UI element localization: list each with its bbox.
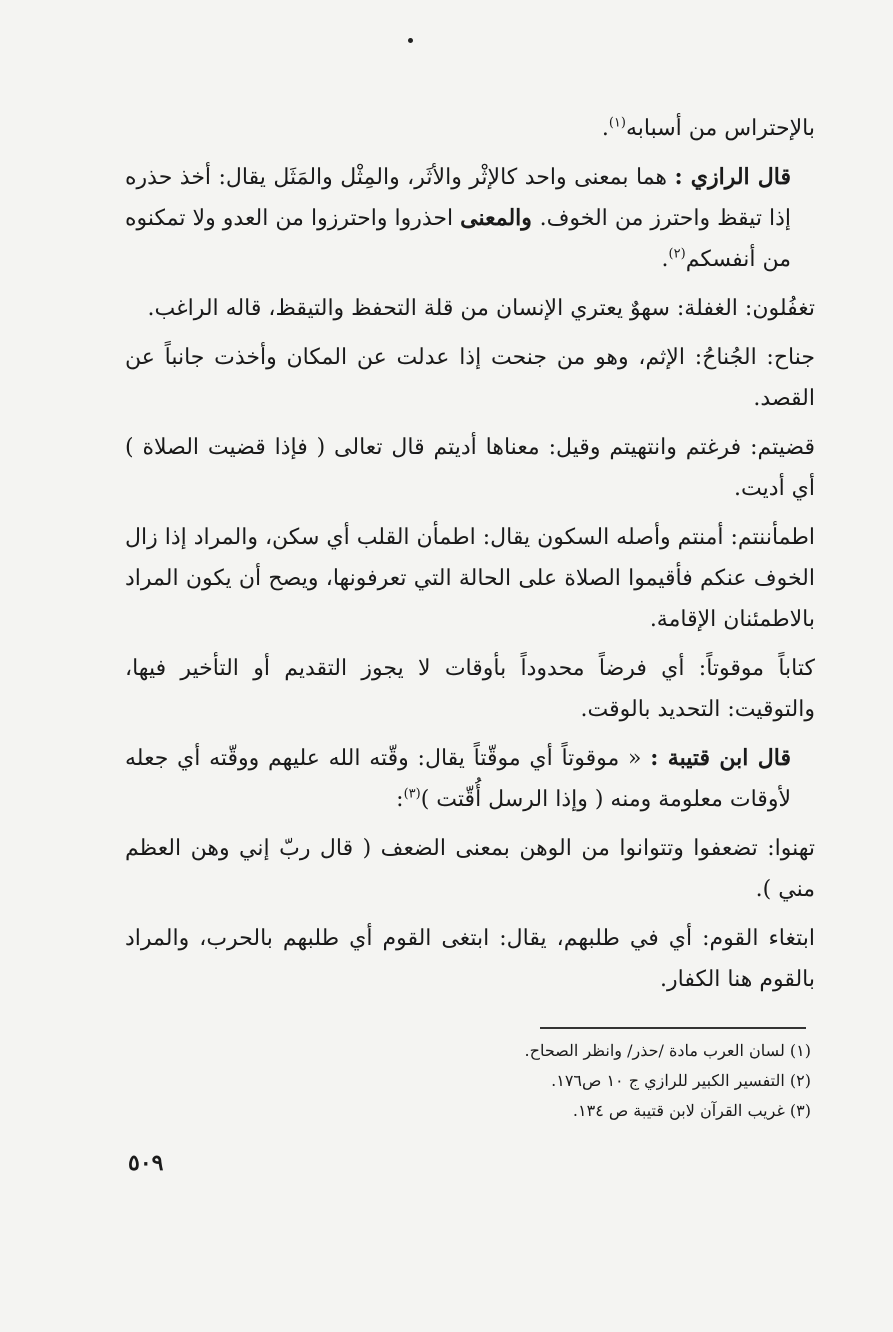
footnote-1: (١) لسان العرب مادة /حذر/ وانظر الصحاح.	[524, 1041, 811, 1060]
paragraph-9	[125, 828, 815, 910]
para-text: هما بمعنى واحد كالإثْر والأثَر، والمِثْل والمَثَل يقال: أخذ حذره إذا تيقظ واحترز من الخوف.	[125, 165, 792, 231]
top-dot	[408, 38, 413, 43]
footnote-3: (٣) غريب القرآن لابن قتيبة ص ١٣٤.	[572, 1101, 811, 1120]
para-text: تغفُلون: الغفلة: سهوٌ يعتري الإنسان من قلة التحفظ والتيقظ، قاله الراغب.	[147, 296, 815, 321]
para-tail: .	[601, 116, 609, 141]
para-lead: والمعنى	[460, 205, 540, 231]
paragraph-6	[125, 517, 815, 640]
paragraph-1	[125, 108, 815, 149]
para-lead: قال الرازي :	[674, 164, 791, 190]
para-tail: .	[661, 247, 669, 272]
para-text: اطمأننتم: أمنتم وأصله السكون يقال: اطمأن القلب أي سكن، والمراد إذا زال الخوف عنكم فأقيموا الصلاة على الحالة التي تعرفونها، ويصح أن يكون المراد بالاطمئنان الإقامة.	[125, 525, 815, 632]
para-tail: :	[396, 787, 404, 812]
footnote-2: (٢) التفسير الكبير للرازي ج ١٠ ص١٧٦.	[551, 1071, 811, 1090]
footnote-ref: (٢)	[668, 246, 686, 262]
footnote-ref: (١)	[608, 115, 626, 131]
paragraph-4	[125, 337, 815, 419]
para-text: ابتغاء القوم: أي في طلبهم، يقال: ابتغى القوم أي طلبهم بالحرب، والمراد بالقوم هنا الكفار.	[125, 926, 815, 992]
paragraph-10	[125, 918, 815, 1000]
paragraph-5	[125, 427, 815, 509]
para-text: كتاباً موقوتاً: أي فرضاً محدوداً بأوقات لا يجوز التقديم أو التأخير فيها، والتوقيت: التحديد بالوقت.	[125, 656, 815, 722]
paragraph-3	[125, 288, 815, 329]
footnote-divider	[540, 1027, 806, 1029]
para-text: احذروا واحترزوا من العدو ولا تمكنوه من أنفسكم	[125, 206, 791, 272]
paragraph-2	[125, 157, 815, 280]
page-number: ٥٠٩	[128, 1150, 164, 1176]
para-text: تهنوا: تضعفوا وتتوانوا من الوهن بمعنى الضعف ( قال ربّ إني وهن العظم مني ).	[125, 836, 815, 902]
para-text: جناح: الجُناحُ: الإثم، وهو من جنحت إذا عدلت عن المكان وأخذت جانباً عن القصد.	[125, 345, 815, 411]
paragraph-8	[125, 738, 815, 820]
footnote-ref: (٣)	[403, 786, 421, 802]
footnotes	[311, 1036, 811, 1126]
para-lead: قال ابن قتيبة :	[650, 745, 791, 771]
paragraph-7	[125, 648, 815, 730]
main-text	[125, 108, 815, 1008]
para-text: بالإحتراس من أسبابه	[625, 116, 815, 141]
para-text: « موقوتاً أي موقّتاً يقال: وقّته الله عليهم ووقّته أي جعله لأوقات معلومة ومنه ( وإذا الرسل أُقّتت )	[125, 746, 791, 812]
para-text: قضيتم: فرغتم وانتهيتم وقيل: معناها أديتم قال تعالى ( فإذا قضيت الصلاة ) أي أديت.	[125, 435, 815, 501]
